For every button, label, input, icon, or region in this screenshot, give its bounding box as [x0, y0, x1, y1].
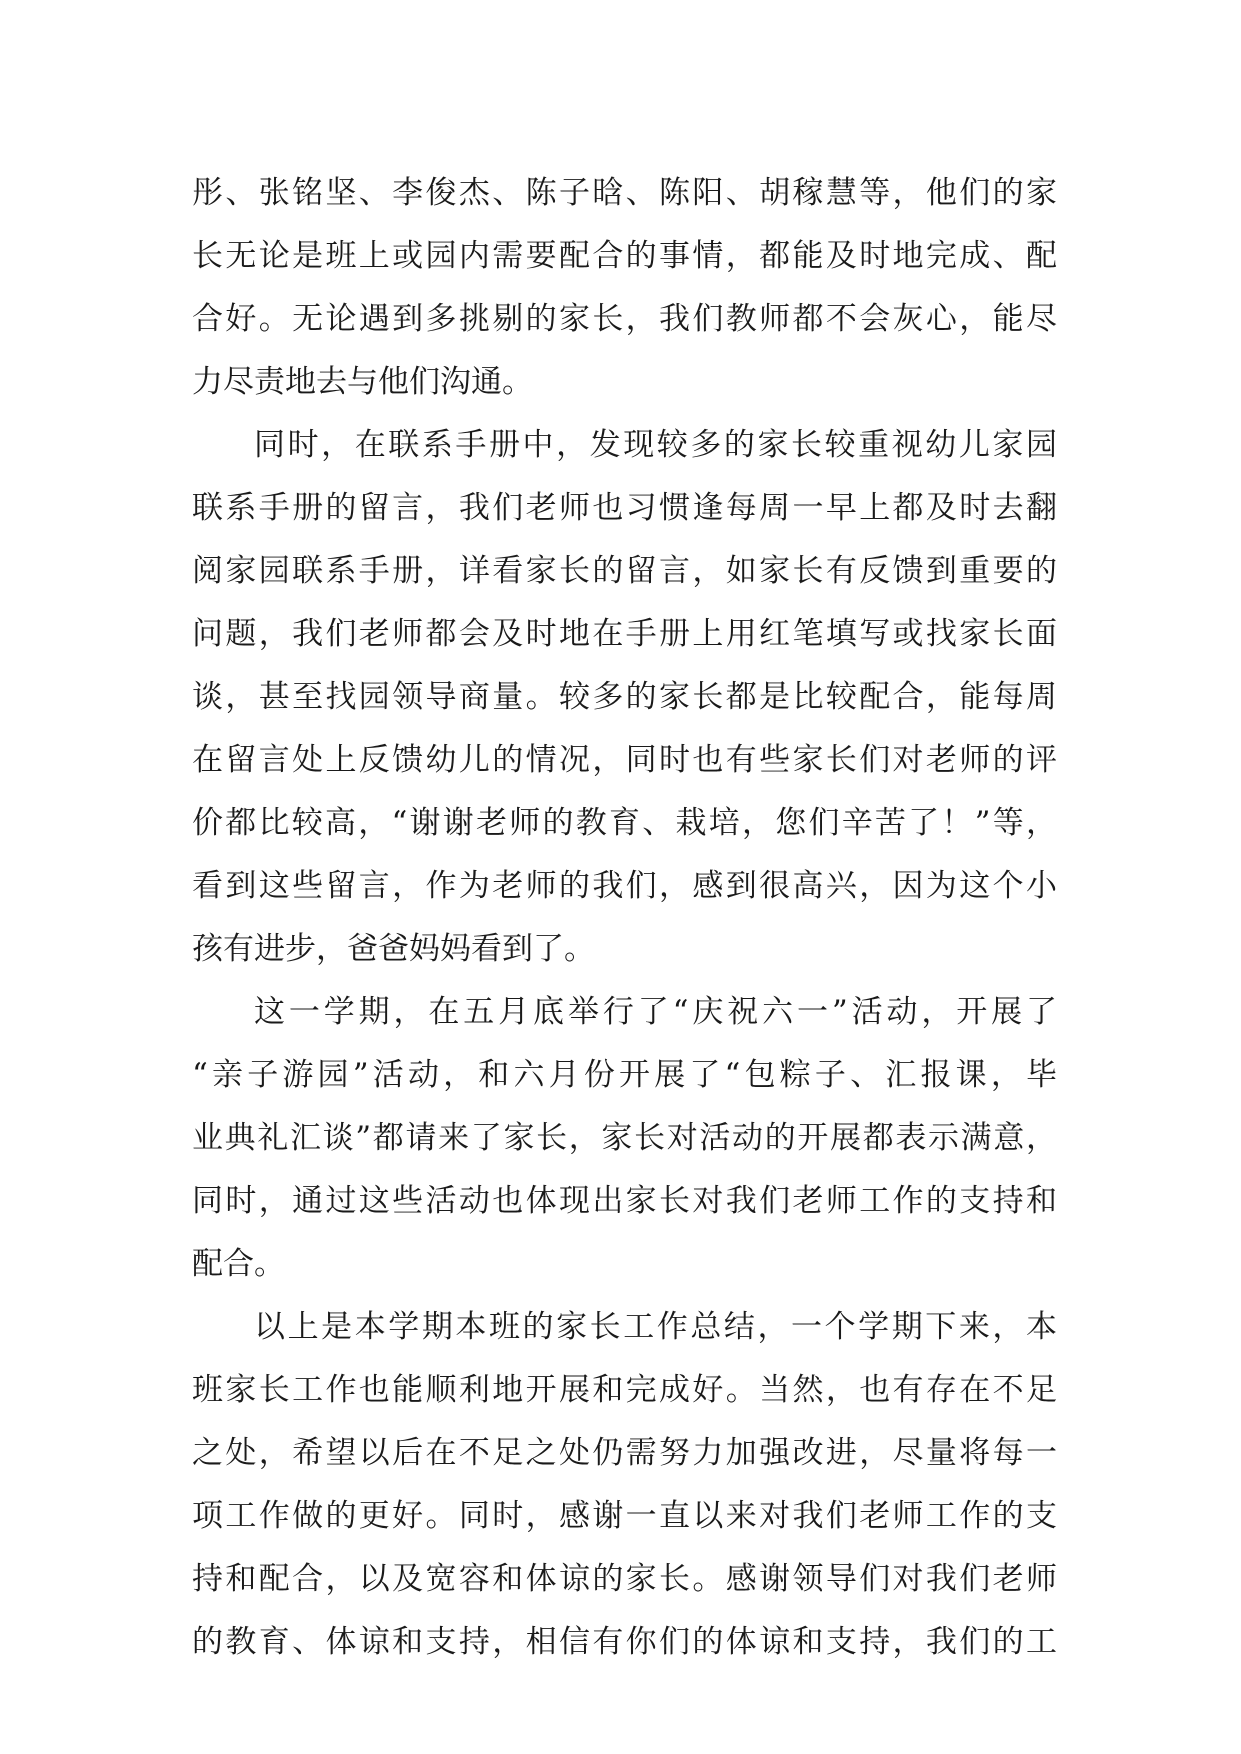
text-line: 阅家园联系手册，详看家长的留言，如家长有反馈到重要的: [192, 553, 1057, 589]
paragraph: [192, 162, 1057, 414]
text-line: 同时，在联系手册中，发现较多的家长较重视幼儿家园: [254, 427, 1057, 463]
text-line: “亲子游园”活动，和六月份开展了“包粽子、汇报课，毕: [192, 1057, 1057, 1093]
text-line: 的教育、体谅和支持，相信有你们的体谅和支持，我们的工: [192, 1624, 1057, 1660]
text-line: 力尽责地去与他们沟通。: [192, 364, 533, 400]
text-line: 以上是本学期本班的家长工作总结，一个学期下来，本: [254, 1309, 1057, 1345]
document-body: [192, 162, 1057, 1674]
text-line: 之处，希望以后在不足之处仍需努力加强改进，尽量将每一: [192, 1435, 1057, 1471]
paragraph: [192, 1296, 1057, 1674]
text-line: 项工作做的更好。同时，感谢一直以来对我们老师工作的支: [192, 1498, 1057, 1534]
text-line: 持和配合，以及宽容和体谅的家长。感谢领导们对我们老师: [192, 1561, 1057, 1597]
text-line: 班家长工作也能顺利地开展和完成好。当然，也有存在不足: [192, 1372, 1057, 1408]
text-line: 彤、张铭坚、李俊杰、陈子晗、陈阳、胡稼慧等，他们的家: [192, 175, 1057, 211]
text-line: 业典礼汇谈”都请来了家长，家长对活动的开展都表示满意，: [192, 1120, 1057, 1156]
text-line: 孩有进步，爸爸妈妈看到了。: [192, 931, 595, 967]
text-line: 联系手册的留言，我们老师也习惯逢每周一早上都及时去翻: [192, 490, 1057, 526]
text-line: 价都比较高，“谢谢老师的教育、栽培，您们辛苦了！”等，: [192, 805, 1057, 841]
text-line: 长无论是班上或园内需要配合的事情，都能及时地完成、配: [192, 238, 1057, 274]
text-line: 这一学期，在五月底举行了“庆祝六一”活动，开展了: [254, 994, 1057, 1030]
text-line: 在留言处上反馈幼儿的情况，同时也有些家长们对老师的评: [192, 742, 1057, 778]
text-line: 问题，我们老师都会及时地在手册上用红笔填写或找家长面: [192, 616, 1057, 652]
paragraph: [192, 981, 1057, 1296]
text-line: 合好。无论遇到多挑剔的家长，我们教师都不会灰心，能尽: [192, 301, 1057, 337]
text-line: 配合。: [192, 1246, 285, 1282]
paragraph: [192, 414, 1057, 981]
text-line: 谈，甚至找园领导商量。较多的家长都是比较配合，能每周: [192, 679, 1057, 715]
text-line: 看到这些留言，作为老师的我们，感到很高兴，因为这个小: [192, 868, 1057, 904]
text-line: 同时，通过这些活动也体现出家长对我们老师工作的支持和: [192, 1183, 1057, 1219]
